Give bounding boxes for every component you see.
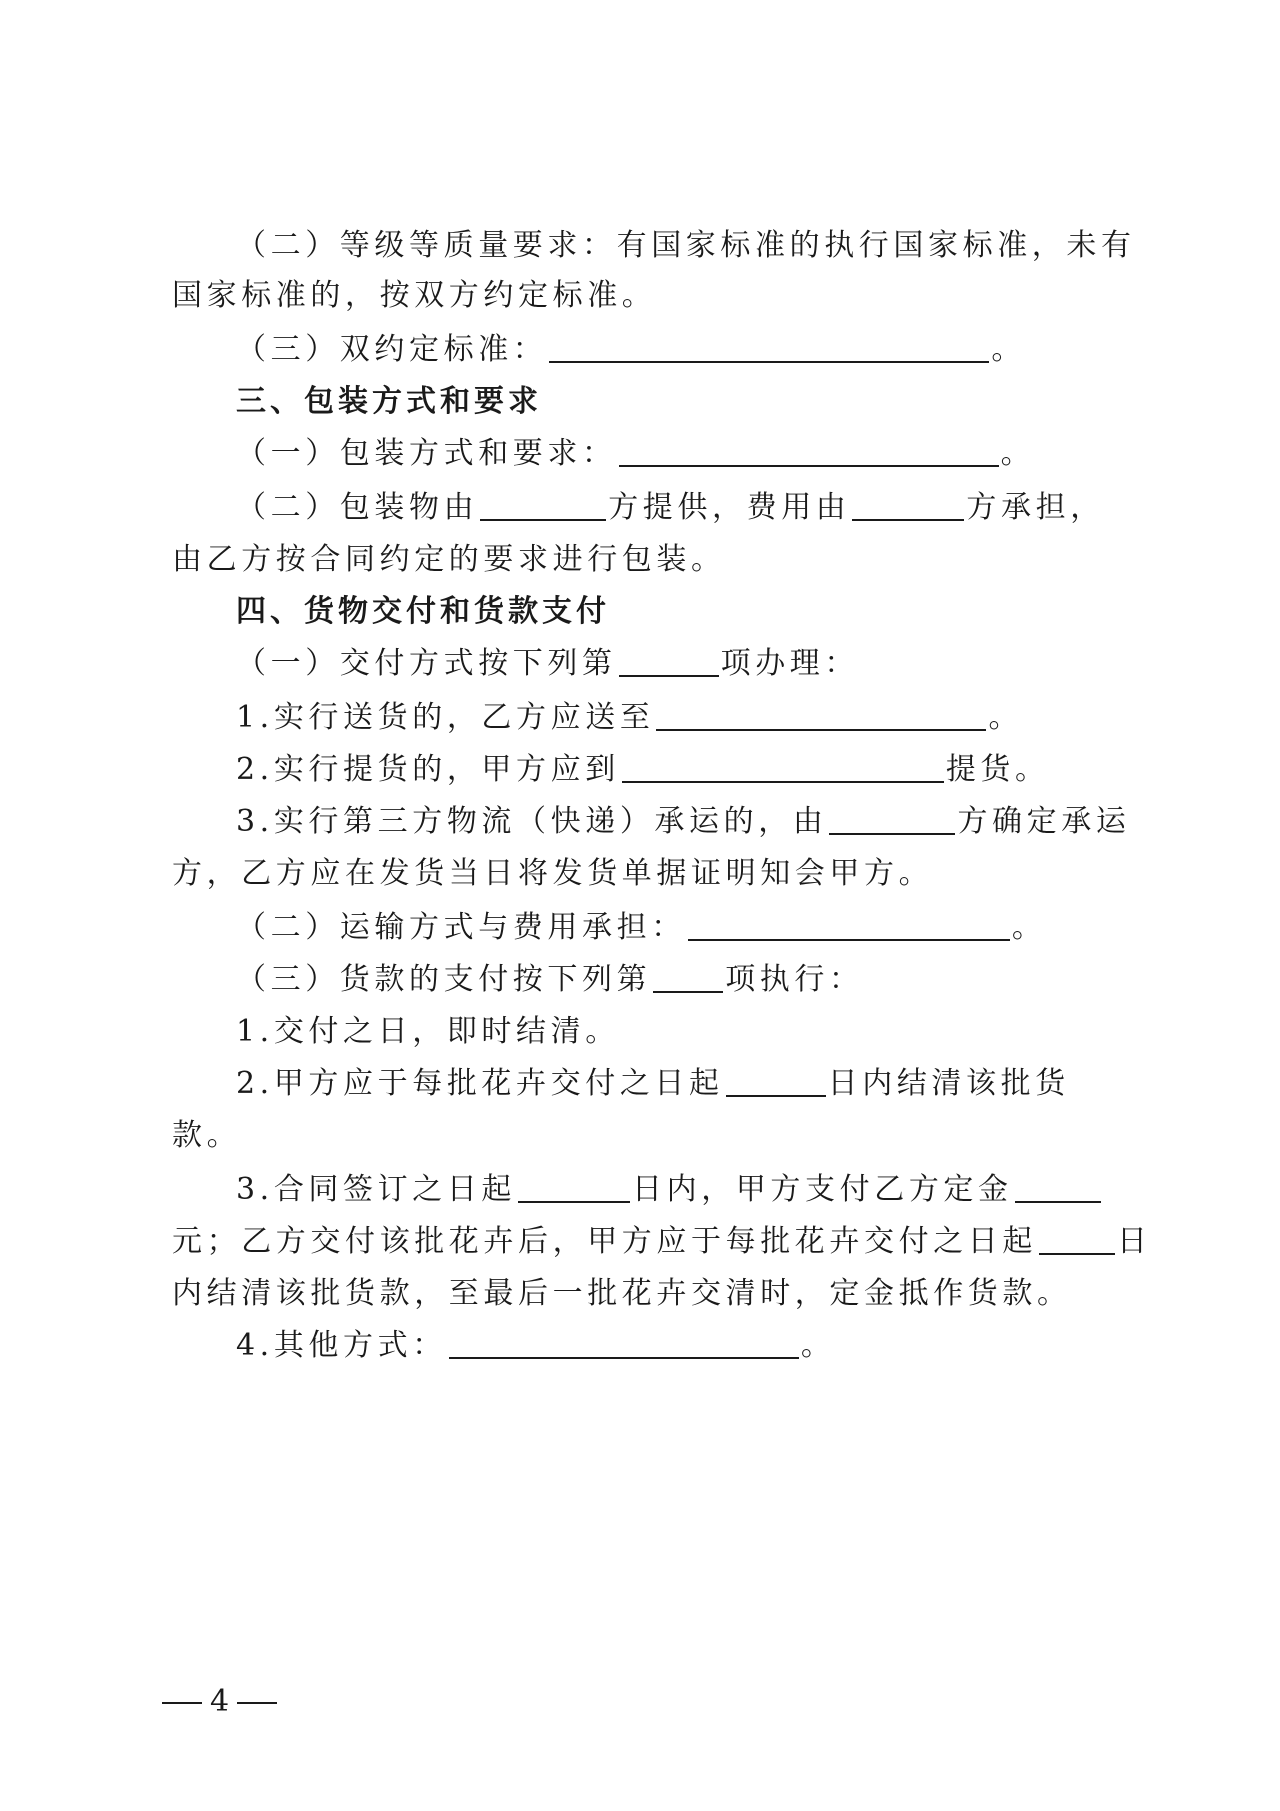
text: 方提供，费用由	[608, 490, 851, 525]
pickup-location-blank[interactable]	[622, 755, 944, 783]
packaging-cost-blank[interactable]	[852, 493, 964, 521]
text: 项执行：	[725, 962, 864, 997]
transport-cost-line	[236, 908, 1046, 948]
delivery-option-blank[interactable]	[619, 649, 719, 677]
text: 。	[1011, 910, 1047, 945]
payment-option-4-line	[236, 1326, 835, 1366]
packaging-method-blank[interactable]	[619, 439, 999, 467]
third-party-logistics-line1	[236, 802, 1130, 842]
payment-option-1-line	[236, 1012, 620, 1052]
text: 由乙方按合同约定的要求进行包装。	[172, 542, 726, 577]
deposit-days-blank[interactable]	[518, 1175, 630, 1203]
text: 日内，甲方支付乙方定金	[632, 1172, 1013, 1207]
footer-dash-left	[162, 1702, 202, 1704]
text: （二）包装物由	[236, 490, 479, 525]
text: 3.合同签订之日起	[236, 1172, 517, 1207]
text: （三）双约定标准：	[236, 332, 548, 367]
text: 。	[1000, 436, 1036, 471]
text: （三）货款的支付按下列第	[236, 962, 652, 997]
text: 日内结清该批货	[827, 1066, 1070, 1101]
page-number: 4	[210, 1684, 230, 1719]
deposit-amount-blank[interactable]	[1015, 1175, 1101, 1203]
home-delivery-line	[236, 698, 1023, 738]
text: 提货。	[945, 752, 1050, 787]
text: 项办理：	[720, 646, 860, 681]
text: 方承担，	[966, 490, 1105, 525]
text: （二）等级等质量要求：有国家标准的执行国家标准，未有	[236, 228, 1136, 263]
payment-option-3-line2	[172, 1222, 1152, 1262]
text: 款。	[172, 1118, 242, 1153]
quality-requirement-line1	[236, 226, 1136, 266]
delivery-method-line	[236, 644, 859, 684]
text: 日	[1117, 1224, 1152, 1259]
payment-method-line	[236, 960, 864, 1000]
page-footer	[154, 1682, 285, 1722]
transport-cost-blank[interactable]	[688, 913, 1010, 941]
text: 2.实行提货的，甲方应到	[236, 752, 620, 787]
third-party-logistics-line2	[172, 854, 933, 894]
payment-option-2-line2	[172, 1116, 241, 1156]
packaging-provider-line1	[236, 488, 1105, 528]
batch-settlement-days-blank[interactable]	[1039, 1227, 1115, 1255]
text: 。	[988, 700, 1024, 735]
section-heading-packaging	[236, 382, 542, 422]
payment-option-3-line1	[236, 1170, 1103, 1210]
text: 1.实行送货的，乙方应送至	[236, 700, 655, 735]
text: （一）交付方式按下列第	[236, 646, 617, 681]
text: 方确定承运	[957, 804, 1131, 839]
payment-option-2-line1	[236, 1064, 1070, 1104]
text: 内结清该批货款，至最后一批花卉交清时，定金抵作货款。	[172, 1276, 1072, 1311]
settlement-days-blank[interactable]	[726, 1069, 826, 1097]
packaging-provider-blank[interactable]	[480, 493, 606, 521]
text: 2.甲方应于每批花卉交付之日起	[236, 1066, 724, 1101]
text: 方，乙方应在发货当日将发货单据证明知会甲方。	[172, 856, 934, 891]
text: 。	[991, 332, 1027, 367]
packaging-provider-line2	[172, 540, 726, 580]
text: 1.交付之日，即时结清。	[236, 1014, 620, 1049]
quality-requirement-line2	[172, 276, 656, 316]
section-heading-delivery	[236, 592, 610, 632]
text: （二）运输方式与费用承担：	[236, 910, 686, 945]
packaging-method-line	[236, 434, 1035, 474]
heading-text: 四、货物交付和货款支付	[236, 594, 610, 629]
text: 4.其他方式：	[236, 1328, 447, 1363]
footer-dash-right	[237, 1702, 277, 1704]
heading-text: 三、包装方式和要求	[236, 384, 542, 419]
text: 元；乙方交付该批花卉后，甲方应于每批花卉交付之日起	[172, 1224, 1037, 1259]
payment-option-3-line3	[172, 1274, 1072, 1314]
agreed-standard-line	[236, 330, 1026, 370]
pickup-line	[236, 750, 1050, 790]
agreed-standard-blank[interactable]	[549, 335, 989, 363]
text: 3.实行第三方物流（快递）承运的，由	[236, 804, 828, 839]
delivery-address-blank[interactable]	[656, 703, 986, 731]
text: 国家标准的，按双方约定标准。	[172, 278, 657, 313]
text: 。	[800, 1328, 836, 1363]
other-method-blank[interactable]	[449, 1331, 799, 1359]
carrier-party-blank[interactable]	[829, 807, 955, 835]
payment-option-blank[interactable]	[653, 965, 723, 993]
text: （一）包装方式和要求：	[236, 436, 617, 471]
